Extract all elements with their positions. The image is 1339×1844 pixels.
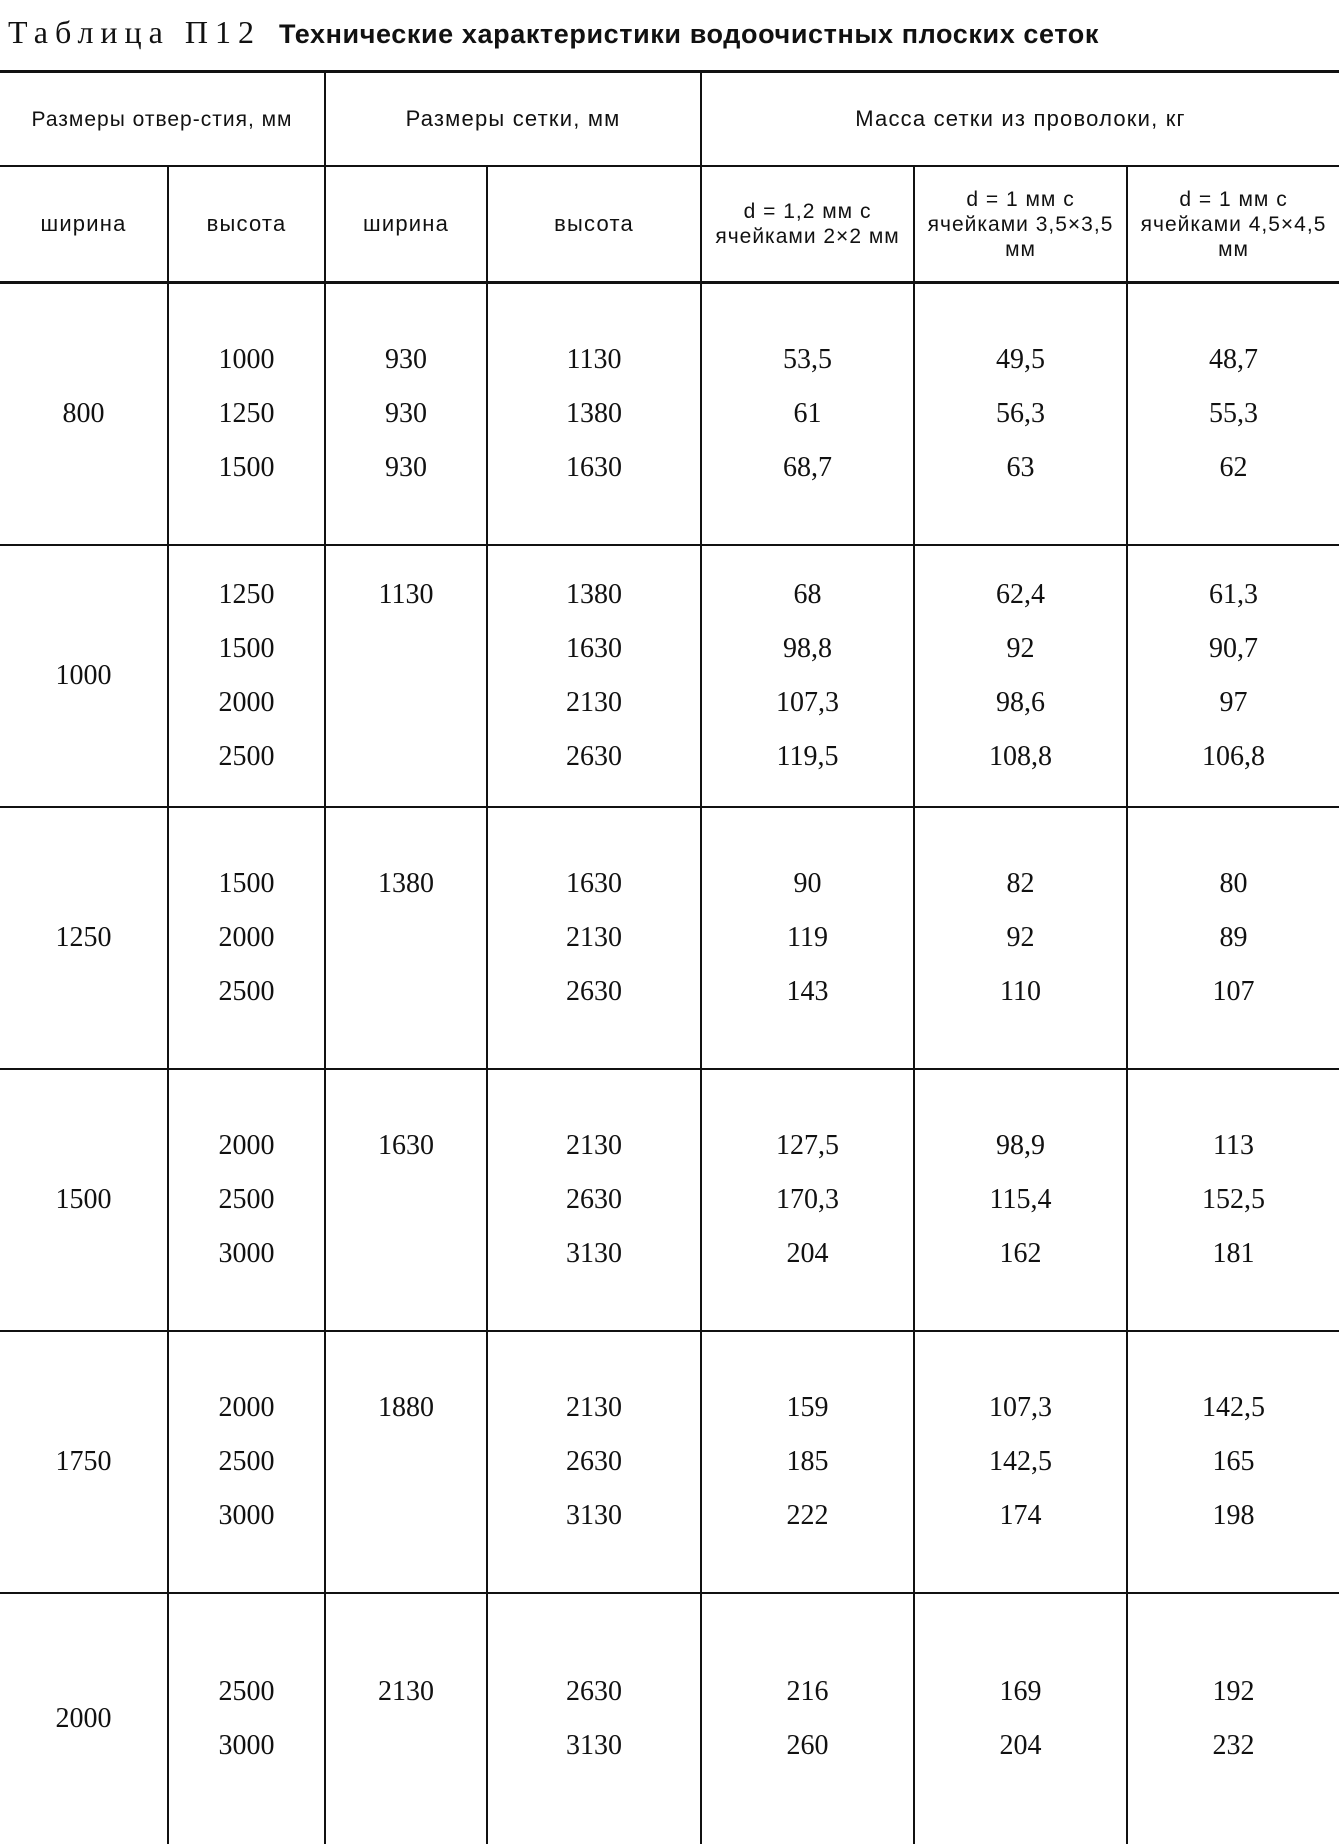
header-opening-sizes: Размеры отвер-стия, мм (0, 72, 325, 167)
mesh-width-list (326, 857, 486, 1019)
mass-d1-value: 107,3 (702, 676, 913, 730)
mass-d2-value: 92 (915, 911, 1126, 965)
opening-height-value: 2000 (169, 1381, 324, 1435)
mass-d1-cell (701, 283, 914, 546)
mesh-height-value: 2130 (488, 1119, 700, 1173)
mesh-height-value: 1130 (488, 333, 700, 387)
mass-d2-value: 98,9 (915, 1119, 1126, 1173)
table-row-group (0, 807, 1339, 1069)
opening-height-value: 3000 (169, 1227, 324, 1281)
mesh-height-list (488, 1665, 700, 1773)
mass-d2-value: 107,3 (915, 1381, 1126, 1435)
opening-width-value: 2000 (56, 1703, 112, 1734)
mass-d2-value: 98,6 (915, 676, 1126, 730)
mass-d3-value: 165 (1128, 1435, 1339, 1489)
table-number: Таблица П12 (8, 14, 261, 50)
mass-d3-list (1128, 1381, 1339, 1543)
opening-height-value: 2000 (169, 676, 324, 730)
mass-d3-value: 106,8 (1128, 730, 1339, 784)
opening-height-value: 1250 (169, 387, 324, 441)
mesh-width-value: 2130 (326, 1665, 486, 1719)
mesh-width-value (326, 1227, 486, 1281)
mesh-width-list (326, 333, 486, 495)
table-row-group (0, 283, 1339, 546)
opening-height-value: 2000 (169, 1119, 324, 1173)
mass-d3-cell (1127, 1069, 1339, 1331)
mass-d2-value: 142,5 (915, 1435, 1126, 1489)
opening-width-cell (0, 1331, 168, 1593)
mesh-width-list (326, 1119, 486, 1281)
mesh-height-value: 1380 (488, 387, 700, 441)
mass-d3-value: 80 (1128, 857, 1339, 911)
mass-d3-cell (1127, 1593, 1339, 1844)
mass-d1-value: 119,5 (702, 730, 913, 784)
opening-height-cell (168, 545, 325, 807)
mass-d1-list (702, 1665, 913, 1773)
mesh-width-value: 1630 (326, 1119, 486, 1173)
mesh-height-value: 2630 (488, 1665, 700, 1719)
opening-height-list (169, 333, 324, 495)
mass-d2-value: 82 (915, 857, 1126, 911)
mass-d2-list (915, 568, 1126, 784)
mesh-height-value: 1630 (488, 857, 700, 911)
mass-d1-value: 204 (702, 1227, 913, 1281)
mesh-height-cell (487, 1331, 701, 1593)
header-mass-d2: d = 1 мм с ячейками 3,5×3,5 мм (914, 166, 1127, 283)
mesh-height-value: 1630 (488, 441, 700, 495)
mass-d2-cell (914, 1593, 1127, 1844)
mesh-height-value: 2130 (488, 676, 700, 730)
opening-width-value: 1250 (56, 922, 112, 953)
mass-d1-value: 159 (702, 1381, 913, 1435)
opening-height-value: 1500 (169, 622, 324, 676)
mass-d3-value: 89 (1128, 911, 1339, 965)
mass-d1-list (702, 1119, 913, 1281)
mass-d3-list (1128, 333, 1339, 495)
header-mass-d1: d = 1,2 мм с ячейками 2×2 мм (701, 166, 914, 283)
mesh-height-value: 3130 (488, 1227, 700, 1281)
opening-width-cell (0, 1069, 168, 1331)
mass-d3-value: 107 (1128, 965, 1339, 1019)
mass-d3-cell (1127, 807, 1339, 1069)
mass-d2-value: 49,5 (915, 333, 1126, 387)
mass-d1-value: 170,3 (702, 1173, 913, 1227)
opening-height-list (169, 1665, 324, 1773)
header-mesh-width: ширина (325, 166, 487, 283)
mass-d1-value: 222 (702, 1489, 913, 1543)
mass-d2-value: 162 (915, 1227, 1126, 1281)
mesh-width-value (326, 1719, 486, 1773)
opening-width-cell (0, 283, 168, 546)
mass-d1-cell (701, 807, 914, 1069)
mass-d1-value: 260 (702, 1719, 913, 1773)
mass-d3-value: 48,7 (1128, 333, 1339, 387)
mesh-width-value: 1880 (326, 1381, 486, 1435)
table-title: Технические характеристики водоочистных плоских сеток (279, 19, 1099, 49)
mesh-width-value: 1380 (326, 857, 486, 911)
mass-d2-value: 63 (915, 441, 1126, 495)
mesh-width-list (326, 1381, 486, 1543)
opening-width-value: 1500 (56, 1184, 112, 1215)
mass-d1-cell (701, 545, 914, 807)
table-row-group (0, 1331, 1339, 1593)
mesh-height-cell (487, 1593, 701, 1844)
opening-height-list (169, 568, 324, 784)
opening-height-value: 2000 (169, 911, 324, 965)
mass-d2-list (915, 857, 1126, 1019)
opening-height-value: 2500 (169, 965, 324, 1019)
header-width: ширина (0, 166, 168, 283)
mass-d3-value: 232 (1128, 1719, 1339, 1773)
table-row-group (0, 1069, 1339, 1331)
mesh-height-value: 2630 (488, 730, 700, 784)
table-row-group (0, 1593, 1339, 1844)
mass-d3-value: 142,5 (1128, 1381, 1339, 1435)
mass-d2-value: 204 (915, 1719, 1126, 1773)
mass-d2-list (915, 1119, 1126, 1281)
table-body (0, 283, 1339, 1844)
mass-d1-list (702, 333, 913, 495)
header-mesh-sizes: Размеры сетки, мм (325, 72, 701, 167)
mass-d3-value: 192 (1128, 1665, 1339, 1719)
mass-d1-value: 98,8 (702, 622, 913, 676)
mesh-width-list (326, 568, 486, 784)
mass-d1-cell (701, 1069, 914, 1331)
opening-height-cell (168, 1331, 325, 1593)
mass-d3-list (1128, 1665, 1339, 1773)
opening-width-cell (0, 807, 168, 1069)
mesh-height-cell (487, 1069, 701, 1331)
mass-d1-value: 90 (702, 857, 913, 911)
opening-height-value: 1000 (169, 333, 324, 387)
mass-d2-value: 174 (915, 1489, 1126, 1543)
mesh-width-list (326, 1665, 486, 1773)
mass-d1-value: 119 (702, 911, 913, 965)
mass-d1-cell (701, 1331, 914, 1593)
header-height: высота (168, 166, 325, 283)
mesh-height-list (488, 1381, 700, 1543)
mesh-width-cell (325, 1069, 487, 1331)
mass-d2-value: 92 (915, 622, 1126, 676)
table-row-group (0, 545, 1339, 807)
mesh-height-value: 1380 (488, 568, 700, 622)
mass-d2-cell (914, 1331, 1127, 1593)
mass-d2-value: 108,8 (915, 730, 1126, 784)
mesh-width-value: 930 (326, 387, 486, 441)
mesh-height-list (488, 857, 700, 1019)
opening-height-cell (168, 807, 325, 1069)
mass-d2-cell (914, 807, 1127, 1069)
mesh-height-value: 1630 (488, 622, 700, 676)
mesh-width-cell (325, 545, 487, 807)
opening-width-value: 1000 (56, 660, 112, 691)
opening-width-value: 800 (63, 398, 105, 429)
mesh-height-list (488, 568, 700, 784)
mesh-height-value: 2630 (488, 965, 700, 1019)
opening-height-value: 2500 (169, 1665, 324, 1719)
mesh-height-value: 3130 (488, 1489, 700, 1543)
mass-d2-value: 62,4 (915, 568, 1126, 622)
mass-d2-list (915, 1665, 1126, 1773)
header-mass: Масса сетки из проволоки, кг (701, 72, 1339, 167)
mass-d3-value: 152,5 (1128, 1173, 1339, 1227)
mass-d3-list (1128, 1119, 1339, 1281)
specs-table (0, 70, 1339, 1844)
mass-d1-list (702, 568, 913, 784)
mass-d1-value: 61 (702, 387, 913, 441)
opening-width-value: 1750 (56, 1446, 112, 1477)
mass-d1-value: 68 (702, 568, 913, 622)
mesh-height-value: 2130 (488, 1381, 700, 1435)
opening-height-value: 3000 (169, 1489, 324, 1543)
mesh-width-value: 930 (326, 441, 486, 495)
mass-d3-list (1128, 568, 1339, 784)
mesh-width-value (326, 911, 486, 965)
header-mesh-height: высота (487, 166, 701, 283)
mesh-width-cell (325, 807, 487, 1069)
mesh-width-value: 1130 (326, 568, 486, 622)
opening-height-cell (168, 1069, 325, 1331)
mesh-height-cell (487, 807, 701, 1069)
mass-d2-cell (914, 545, 1127, 807)
mass-d3-value: 181 (1128, 1227, 1339, 1281)
mass-d3-value: 61,3 (1128, 568, 1339, 622)
mesh-height-value: 3130 (488, 1719, 700, 1773)
mass-d3-value: 90,7 (1128, 622, 1339, 676)
mass-d1-value: 143 (702, 965, 913, 1019)
opening-height-value: 1500 (169, 857, 324, 911)
mass-d1-value: 53,5 (702, 333, 913, 387)
mass-d3-cell (1127, 545, 1339, 807)
mass-d2-value: 110 (915, 965, 1126, 1019)
mesh-width-value (326, 1173, 486, 1227)
mass-d1-value: 185 (702, 1435, 913, 1489)
mesh-width-value (326, 1435, 486, 1489)
mass-d3-value: 198 (1128, 1489, 1339, 1543)
opening-width-cell (0, 1593, 168, 1844)
mesh-height-value: 2630 (488, 1173, 700, 1227)
mass-d1-value: 216 (702, 1665, 913, 1719)
mass-d1-list (702, 857, 913, 1019)
mesh-width-value (326, 1489, 486, 1543)
mass-d1-cell (701, 1593, 914, 1844)
mesh-width-cell (325, 1593, 487, 1844)
mass-d3-cell (1127, 283, 1339, 546)
opening-height-cell (168, 283, 325, 546)
mass-d3-list (1128, 857, 1339, 1019)
mesh-width-value (326, 965, 486, 1019)
mass-d3-cell (1127, 1331, 1339, 1593)
mesh-width-value: 930 (326, 333, 486, 387)
opening-height-value: 1500 (169, 441, 324, 495)
opening-height-list (169, 1381, 324, 1543)
mass-d2-cell (914, 1069, 1127, 1331)
opening-height-cell (168, 1593, 325, 1844)
opening-height-value: 3000 (169, 1719, 324, 1773)
mesh-width-value (326, 676, 486, 730)
mesh-width-cell (325, 1331, 487, 1593)
mass-d2-cell (914, 283, 1127, 546)
mass-d2-value: 169 (915, 1665, 1126, 1719)
mass-d3-value: 62 (1128, 441, 1339, 495)
opening-height-value: 2500 (169, 730, 324, 784)
mass-d1-list (702, 1381, 913, 1543)
mesh-width-cell (325, 283, 487, 546)
mesh-width-value (326, 730, 486, 784)
mass-d2-list (915, 333, 1126, 495)
mesh-height-list (488, 333, 700, 495)
mass-d3-value: 113 (1128, 1119, 1339, 1173)
opening-height-value: 2500 (169, 1173, 324, 1227)
table-caption (8, 14, 1333, 58)
mass-d3-value: 55,3 (1128, 387, 1339, 441)
mass-d3-value: 97 (1128, 676, 1339, 730)
mass-d2-list (915, 1381, 1126, 1543)
mass-d2-value: 115,4 (915, 1173, 1126, 1227)
opening-height-value: 2500 (169, 1435, 324, 1489)
mass-d1-value: 127,5 (702, 1119, 913, 1173)
mesh-width-value (326, 622, 486, 676)
mass-d1-value: 68,7 (702, 441, 913, 495)
opening-width-cell (0, 545, 168, 807)
mass-d2-value: 56,3 (915, 387, 1126, 441)
mesh-height-value: 2130 (488, 911, 700, 965)
opening-height-list (169, 1119, 324, 1281)
header-mass-d3: d = 1 мм с ячейками 4,5×4,5 мм (1127, 166, 1339, 283)
mesh-height-value: 2630 (488, 1435, 700, 1489)
mesh-height-cell (487, 545, 701, 807)
opening-height-list (169, 857, 324, 1019)
mesh-height-cell (487, 283, 701, 546)
opening-height-value: 1250 (169, 568, 324, 622)
mesh-height-list (488, 1119, 700, 1281)
